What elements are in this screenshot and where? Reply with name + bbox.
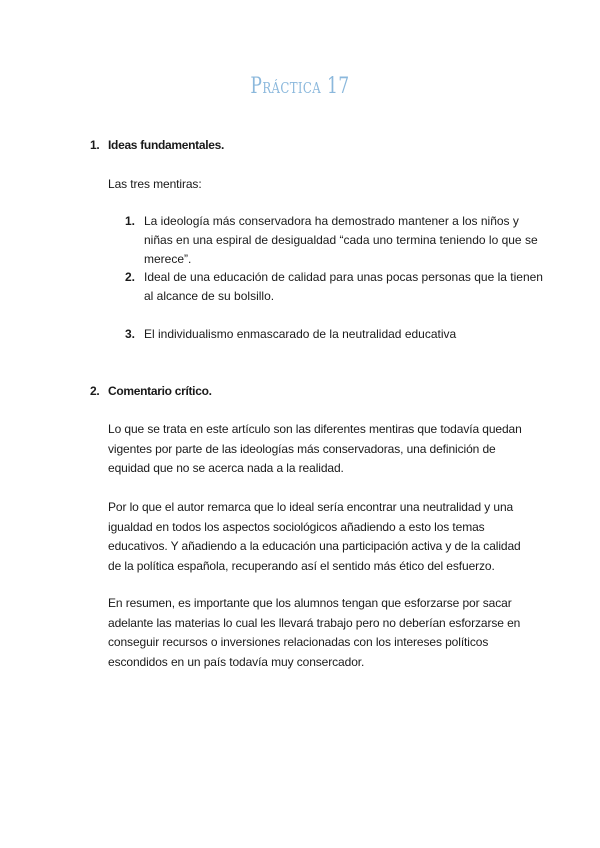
lie-number-1: 1. bbox=[125, 214, 136, 228]
document-title: Práctica 17 bbox=[250, 74, 350, 99]
section-2-heading bbox=[90, 384, 212, 398]
commentary-paragraph-3: En resumen, es importante que los alumnos tengan que esforzarse por sacar adelante las materias lo cual les llevará trabajo pero no deberían esforzarse en conseguir recursos o inversiones relacionadas con los intereses políticos escondidos en un país todavía muy consercador. bbox=[108, 596, 521, 669]
section-1-number: 1. bbox=[90, 138, 100, 152]
lie-number-3: 3. bbox=[125, 327, 136, 341]
lie-item-2 bbox=[125, 268, 544, 306]
lie-number-2: 2. bbox=[125, 270, 136, 284]
lie-text-1: La ideología más conservadora ha demostrado mantener a los niños y niñas en una espiral de desigualdad “cada uno termina teniendo lo que se merece”. bbox=[144, 214, 538, 266]
lie-item-1 bbox=[125, 212, 544, 269]
commentary-paragraph-1: Lo que se trata en este artículo son las diferentes mentiras que todavía quedan vigentes por parte de las ideologías más conservadoras, una definición de equidad que no se acerca nada a la realidad. bbox=[108, 422, 522, 475]
section-2-number: 2. bbox=[90, 384, 100, 398]
lie-text-2: Ideal de una educación de calidad para unas pocas personas que la tienen al alcance de su bolsillo. bbox=[144, 270, 543, 303]
lie-item-3 bbox=[125, 325, 544, 344]
section-1-title: Ideas fundamentales. bbox=[108, 138, 225, 152]
section-2-title: Comentario crítico. bbox=[108, 384, 212, 398]
lie-text-3: El individualismo enmascarado de la neutralidad educativa bbox=[144, 327, 457, 341]
lies-intro: Las tres mentiras: bbox=[108, 177, 202, 191]
section-1-heading bbox=[90, 138, 224, 152]
commentary-paragraph-2: Por lo que el autor remarca que lo ideal sería encontrar una neutralidad y una igualdad en todos los aspectos sociológicos añadiendo a esto los temas educativos. Y añadiendo a la educación una participación activa y de la calidad de la política española, recuperando así el sentido más ético del esfuerzo. bbox=[108, 500, 521, 573]
